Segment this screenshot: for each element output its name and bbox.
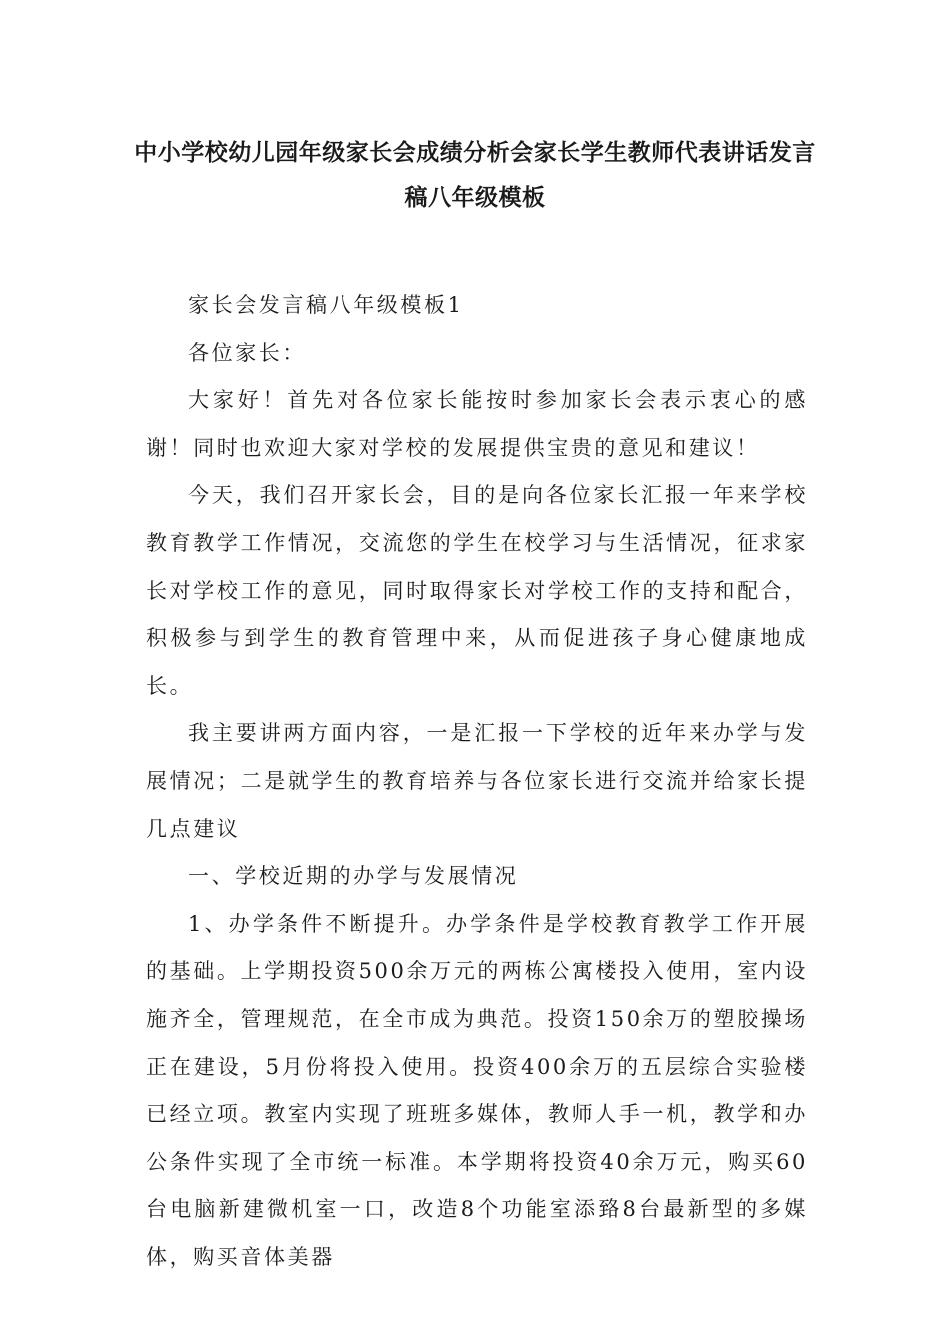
salutation: 各位家长： bbox=[188, 340, 306, 365]
section-heading: 一、学校近期的办学与发展情况 bbox=[188, 864, 519, 889]
document-body bbox=[146, 282, 808, 1281]
paragraph: 1、办学条件不断提升。办学条件是学校教育教学工作开展的基础。上学期投资500余万元的两栋公寓楼投入使用，室内设施齐全，管理规范，在全市成为典范。投资150余万的塑胶操场正在建设，5月份将投入使用。投资400余万的五层综合实验楼已经立项。教室内实现了班班多媒体，教师人手一机，教学和办公条件实现了全市统一标准。本学期将投资40余万元，购买60台电脑新建微机室一口，改造8个功能室添臵8台最新型的多媒体，购买音体美器 bbox=[146, 911, 808, 1269]
document-title: 中小学校幼儿园年级家长会成绩分析会家长学生教师代表讲话发言稿八年级模板 bbox=[134, 140, 816, 211]
paragraph: 我主要讲两方面内容，一是汇报一下学校的近年来办学与发展情况；二是就学生的教育培养与各位家长进行交流并给家长提几点建议 bbox=[146, 721, 808, 841]
paragraph: 今天，我们召开家长会，目的是向各位家长汇报一年来学校教育教学工作情况，交流您的学生在校学习与生活情况，征求家长对学校工作的意见，同时取得家长对学校工作的支持和配合，积极参与到学生的教育管理中来，从而促进孩子身心健康地成长。 bbox=[146, 483, 808, 698]
section-heading: 家长会发言稿八年级模板1 bbox=[188, 293, 464, 317]
paragraph: 大家好！首先对各位家长能按时参加家长会表示衷心的感谢！同时也欢迎大家对学校的发展提供宝贵的意见和建议！ bbox=[146, 388, 808, 460]
